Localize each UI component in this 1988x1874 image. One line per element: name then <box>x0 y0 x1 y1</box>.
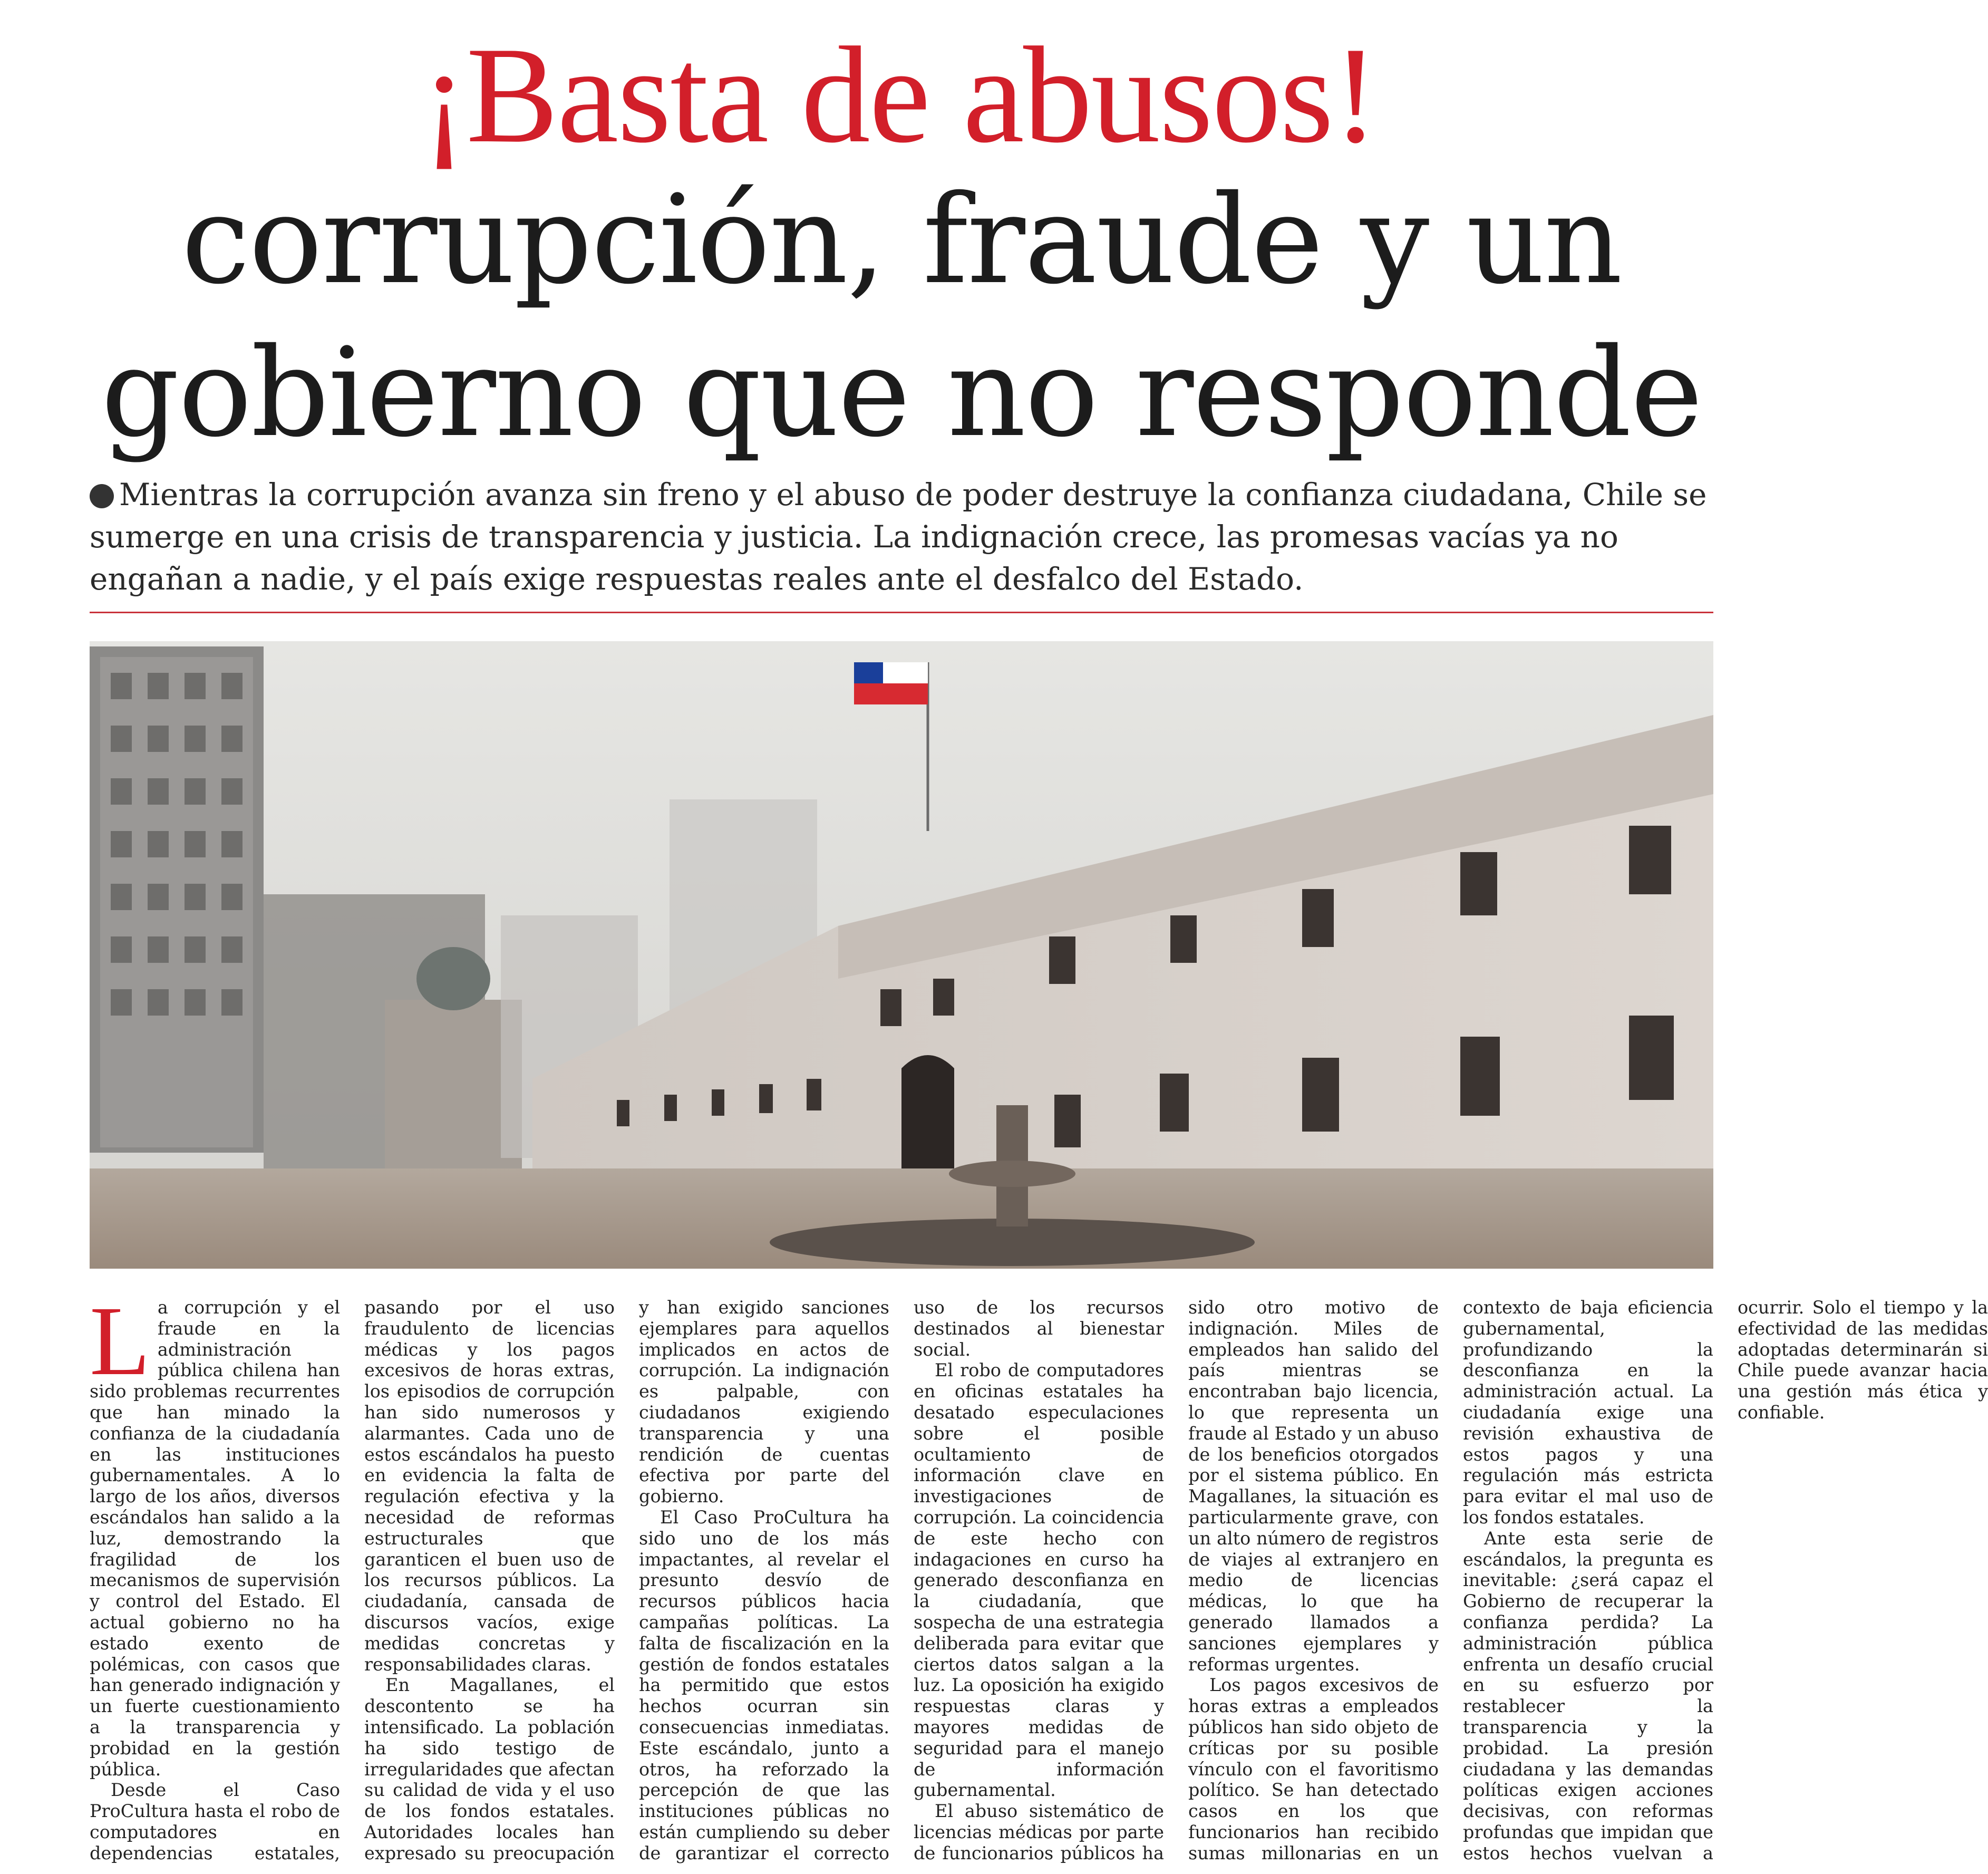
bullet-icon <box>90 484 114 508</box>
lead-paragraph <box>90 1286 340 1780</box>
headline-main <box>90 163 1713 469</box>
article-body <box>90 1286 1988 1864</box>
body-paragraph: Desde el Caso ProCultura hasta el robo de computadores en dependencias estatales, pasando por el uso fraudulento de licencias médicas y los pagos excesivos de horas extras, los episodios de corrupción han sido numerosos y alarmantes. Cada uno de estos escándalos ha puesto en evidencia la falta de regulación efectiva y la necesidad de reformas estructurales que garanticen el buen uso de los recursos públicos. La ciudadanía, cansada de discursos vacíos, exige medidas concretas y responsabilidades claras. <box>90 1297 615 1863</box>
body-paragraph: El Caso ProCultura ha sido uno de los más impactantes, al revelar el presunto desvío de recursos públicos hacia campañas políticas. La falta de fiscalización en la gestión de fondos estatales ha permitido que estos hechos ocurran sin consecuencias inmediatas. Este escándalo, junto a otros, ha reforzado la percepción de que las instituciones públicas no están cumpliendo su deber de garantizar el correcto uso de los recursos destinados al bienestar social. <box>639 1297 1164 1863</box>
headline-kicker: ¡Basta de abusos! <box>421 18 1378 171</box>
body-paragraph: El robo de computadores en oficinas estatales ha desatado especulaciones sobre el posible ocultamiento de información clave en investigaciones de corrupción. La coincidencia de este hecho con indagaciones en curso ha generado desconfianza en la ciudadanía, que sospecha de una estrategia deliberada para evitar que ciertos datos salgan a la luz. La oposición ha exigido respuestas claras y mayores medidas de seguridad para el manejo de información gubernamental. <box>914 1360 1164 1801</box>
headline-line-2: gobierno que no responde <box>101 322 1702 464</box>
lead-text: a corrupción y el fraude en la administración pública chilena han sido problemas recurrentes que han minado la confianza de la ciudadanía en las instituciones gubernamentales. A lo largo de los años, diversos escándalos han salido a la luz, demostrando la fragilidad de los mecanismos de supervisión y control del Estado. El actual gobierno no ha estado exento de polémicas, con casos que han generado indignación y un fuerte cuestionamiento a la transparencia y probidad en la gestión pública. <box>90 1297 340 1780</box>
deck-text: Mientras la corrupción avanza sin freno y el abuso de poder destruye la confianza ciudadana, Chile se sumerge en una crisis de transparencia y justicia. La indignación crece, las promesas vacías ya no engañan a nadie, y el país exige respuestas reales ante el desfalco del Estado. <box>90 477 1707 597</box>
body-paragraph: Ante esta serie de escándalos, la pregunta es inevitable: ¿será capaz el Gobierno de recuperar la confianza perdida? La administración pública enfrenta un desafío crucial en su esfuerzo por restablecer la transparencia y la probidad. La presión ciudadana y las demandas políticas exigen acciones decisivas, con reformas profundas que impidan que estos hechos vuelvan a ocurrir. Solo el tiempo y la efectividad de las medidas adoptadas determinarán si Chile puede avanzar hacia una gestión más ética y confiable. <box>1463 1297 1988 1863</box>
headline-line-1: corrupción, fraude y un <box>181 169 1622 311</box>
palacio-photo-illustration <box>90 641 1713 1269</box>
dropcap: L <box>90 1286 150 1396</box>
deck-summary <box>90 474 1713 600</box>
lead-photo <box>90 641 1713 1269</box>
body-paragraph: El abuso sistemático de licencias médicas por parte de funcionarios públicos ha sido otro motivo de indignación. Miles de empleados han salido del país mientras se encontraban bajo licencia, lo que representa un fraude al Estado y un abuso de los beneficios otorgados por el sistema público. En Magallanes, la situación es particularmente grave, con un alto número de registros de viajes al extranjero en medio de licencias médicas, lo que ha generado llamados a sanciones ejemplares y reformas urgentes. <box>914 1297 1439 1863</box>
body-paragraph: En Magallanes, el descontento se ha intensificado. La población ha sido testigo de irregularidades que afectan su calidad de vida y el uso de los fondos estatales. Autoridades locales han expresado su preocupación y han exigido sanciones ejemplares para aquellos implicados en actos de corrupción. La indignación es palpable, con ciudadanos exigiendo transparencia y una rendición de cuentas efectiva por parte del gobierno. <box>364 1297 889 1863</box>
section-divider <box>90 612 1713 613</box>
body-paragraph: Los pagos excesivos de horas extras a empleados públicos han sido objeto de críticas por su posible vínculo con el favoritismo político. Se han detectado casos en los que funcionarios han recibido sumas millonarias en un contexto de baja eficiencia gubernamental, profundizando la desconfianza en la administración actual. La ciudadanía exige una revisión exhaustiva de estos pagos y una regulación más estricta para evitar el mal uso de los fondos estatales. <box>1188 1297 1713 1863</box>
